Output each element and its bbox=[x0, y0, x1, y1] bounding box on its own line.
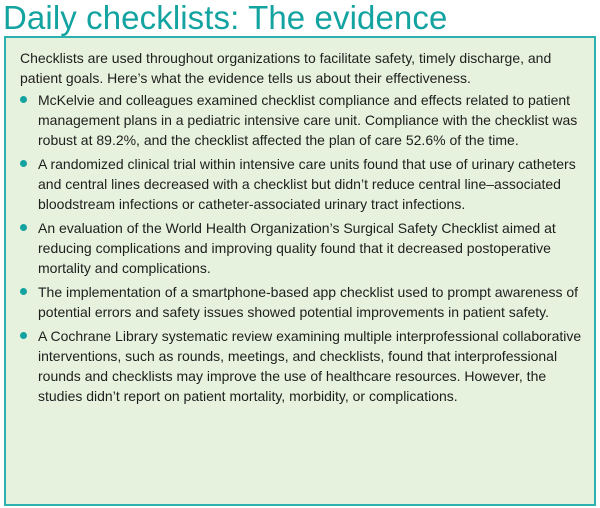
list-item bbox=[20, 90, 582, 150]
list-item bbox=[20, 154, 582, 214]
bullet-icon bbox=[20, 288, 27, 295]
list-item-text: The implementation of a smartphone-based app checklist used to prompt awareness of potential errors and safety issues showed potential improvements in patient safety. bbox=[38, 284, 579, 320]
list-item bbox=[20, 326, 582, 406]
intro-paragraph: Checklists are used throughout organizations to facilitate safety, timely discharge, and patient goals. Here’s what the evidence tells us about their effectiveness. bbox=[20, 50, 552, 86]
bullet-icon bbox=[20, 332, 27, 339]
bullet-icon bbox=[20, 96, 27, 103]
list-item bbox=[20, 218, 582, 278]
evidence-list bbox=[20, 90, 582, 406]
list-item-text: An evaluation of the World Health Organization’s Surgical Safety Checklist aimed at reducing complications and improving quality found that it decreased postoperative mortality and complications. bbox=[38, 220, 556, 276]
list-item-text: A Cochrane Library systematic review examining multiple interprofessional collaborative interventions, such as rounds, meetings, and checklists, found that interprofessional rounds and checklists may improve the use of healthcare resources. However, the studies didn’t report on patient mortality, morbidity, or complications. bbox=[38, 328, 582, 404]
bullet-icon bbox=[20, 160, 27, 167]
bullet-icon bbox=[20, 224, 27, 231]
list-item-text: McKelvie and colleagues examined checklist compliance and effects related to patient management plans in a pediatric intensive care unit. Compliance with the checklist was robust at 89.2%, and the checklist affected the plan of care 52.6% of the time. bbox=[38, 92, 578, 148]
sidebar-title: Daily checklists: The evidence bbox=[3, 0, 448, 36]
evidence-box bbox=[4, 36, 596, 506]
list-item-text: A randomized clinical trial within intensive care units found that use of urinary catheters and central lines decreased with a checklist but didn’t reduce central line–associated bloodstream infections or catheter-associated urinary tract infections. bbox=[38, 156, 576, 212]
list-item bbox=[20, 282, 582, 322]
